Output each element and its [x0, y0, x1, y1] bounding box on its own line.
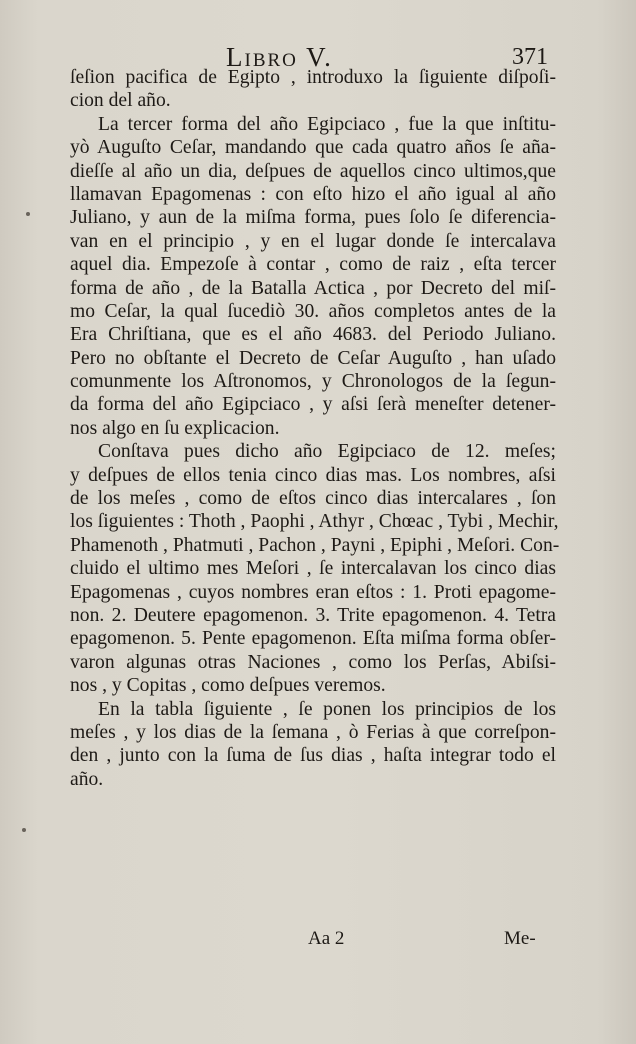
text-line: meſes , y los dias de la ſemana , ò Ferias à que correſpon- — [70, 721, 556, 743]
text-line: Epagomenas , cuyos nombres eran eſtos : 1. Proti epagome- — [70, 581, 556, 603]
text-line: Conſtava pues dicho año Egipciaco de 12. meſes; — [98, 441, 556, 463]
body-text — [70, 66, 560, 791]
text-line: llamavan Epagomenas : con eſto hizo el año igual al año — [70, 183, 556, 205]
text-line: aquel dia. Empezoſe à contar , como de raiz , eſta tercer — [70, 254, 556, 276]
text-line: cion del año. — [70, 90, 171, 112]
text-line: comunmente los Aſtronomos, y Chronologos de la ſegun- — [70, 371, 556, 393]
text-line: van en el principio , y en el lugar donde ſe intercalava — [70, 230, 556, 252]
text-line: da forma del año Egipciaco , y aſsi ſerà meneſter detener- — [70, 394, 556, 416]
catchword: Me- — [504, 928, 536, 949]
text-line: yò Auguſto Ceſar, mandando que cada quatro años ſe aña- — [70, 137, 556, 159]
text-line: y deſpues de ellos tenia cinco dias mas. Los nombres, aſsi — [70, 464, 556, 486]
text-line: cluido el ultimo mes Meſori , ſe intercalavan los cinco dias — [70, 558, 556, 580]
text-line: En la tabla ſiguiente , ſe ponen los principios de los — [98, 698, 556, 720]
text-line: de los meſes , como de eſtos cinco dias intercalares , ſon — [70, 488, 556, 510]
text-line: den , junto con la ſuma de ſus dias , haſta integrar todo el — [70, 745, 556, 767]
text-line: los ſiguientes : Thoth , Paophi , Athyr , Chœac , Tybi , Mechir, — [70, 511, 559, 533]
text-line: varon algunas otras Naciones , como los Perſas, Abiſsi- — [70, 651, 556, 673]
printer-signature-mark: Aa 2 — [308, 928, 345, 949]
text-line: Juliano, y aun de la miſma forma, pues ſolo ſe diferencia- — [70, 207, 556, 229]
text-line: epagomenon. 5. Pente epagomenon. Eſta miſma forma obſer- — [70, 628, 556, 650]
text-line: dieſſe al año un dia, deſpues de aquellos cinco ultimos,que — [70, 160, 556, 182]
text-line: año. — [70, 768, 104, 790]
ink-spot — [22, 828, 26, 832]
text-line: forma de año , de la Batalla Actica , por Decreto del miſ- — [70, 277, 556, 299]
running-title: Libro V. — [226, 42, 333, 72]
page-number: 371 — [512, 44, 548, 70]
text-line: ſeſion pacifica de Egipto , introduxo la ſiguiente diſpoſi- — [70, 67, 556, 88]
text-line: La tercer forma del año Egipciaco , fue la que inſtitu- — [98, 113, 556, 135]
ink-spot — [26, 212, 30, 216]
text-line: Era Chriſtiana, que es el año 4683. del Periodo Juliano. — [70, 324, 556, 346]
text-line: non. 2. Deutere epagomenon. 3. Trite epagomenon. 4. Tetra — [70, 604, 556, 626]
text-line: nos algo en ſu explicacion. — [70, 417, 280, 439]
page-footer — [0, 928, 636, 958]
text-line: mo Ceſar, la qual ſucediò 30. años completos antes de la — [70, 300, 556, 322]
text-line: Phamenoth , Phatmuti , Pachon , Payni , Epiphi , Meſori. Con- — [70, 534, 560, 556]
text-line: Pero no obſtante el Decreto de Ceſar Auguſto , han uſado — [70, 347, 556, 369]
text-line: nos , y Copitas , como deſpues veremos. — [70, 675, 386, 697]
